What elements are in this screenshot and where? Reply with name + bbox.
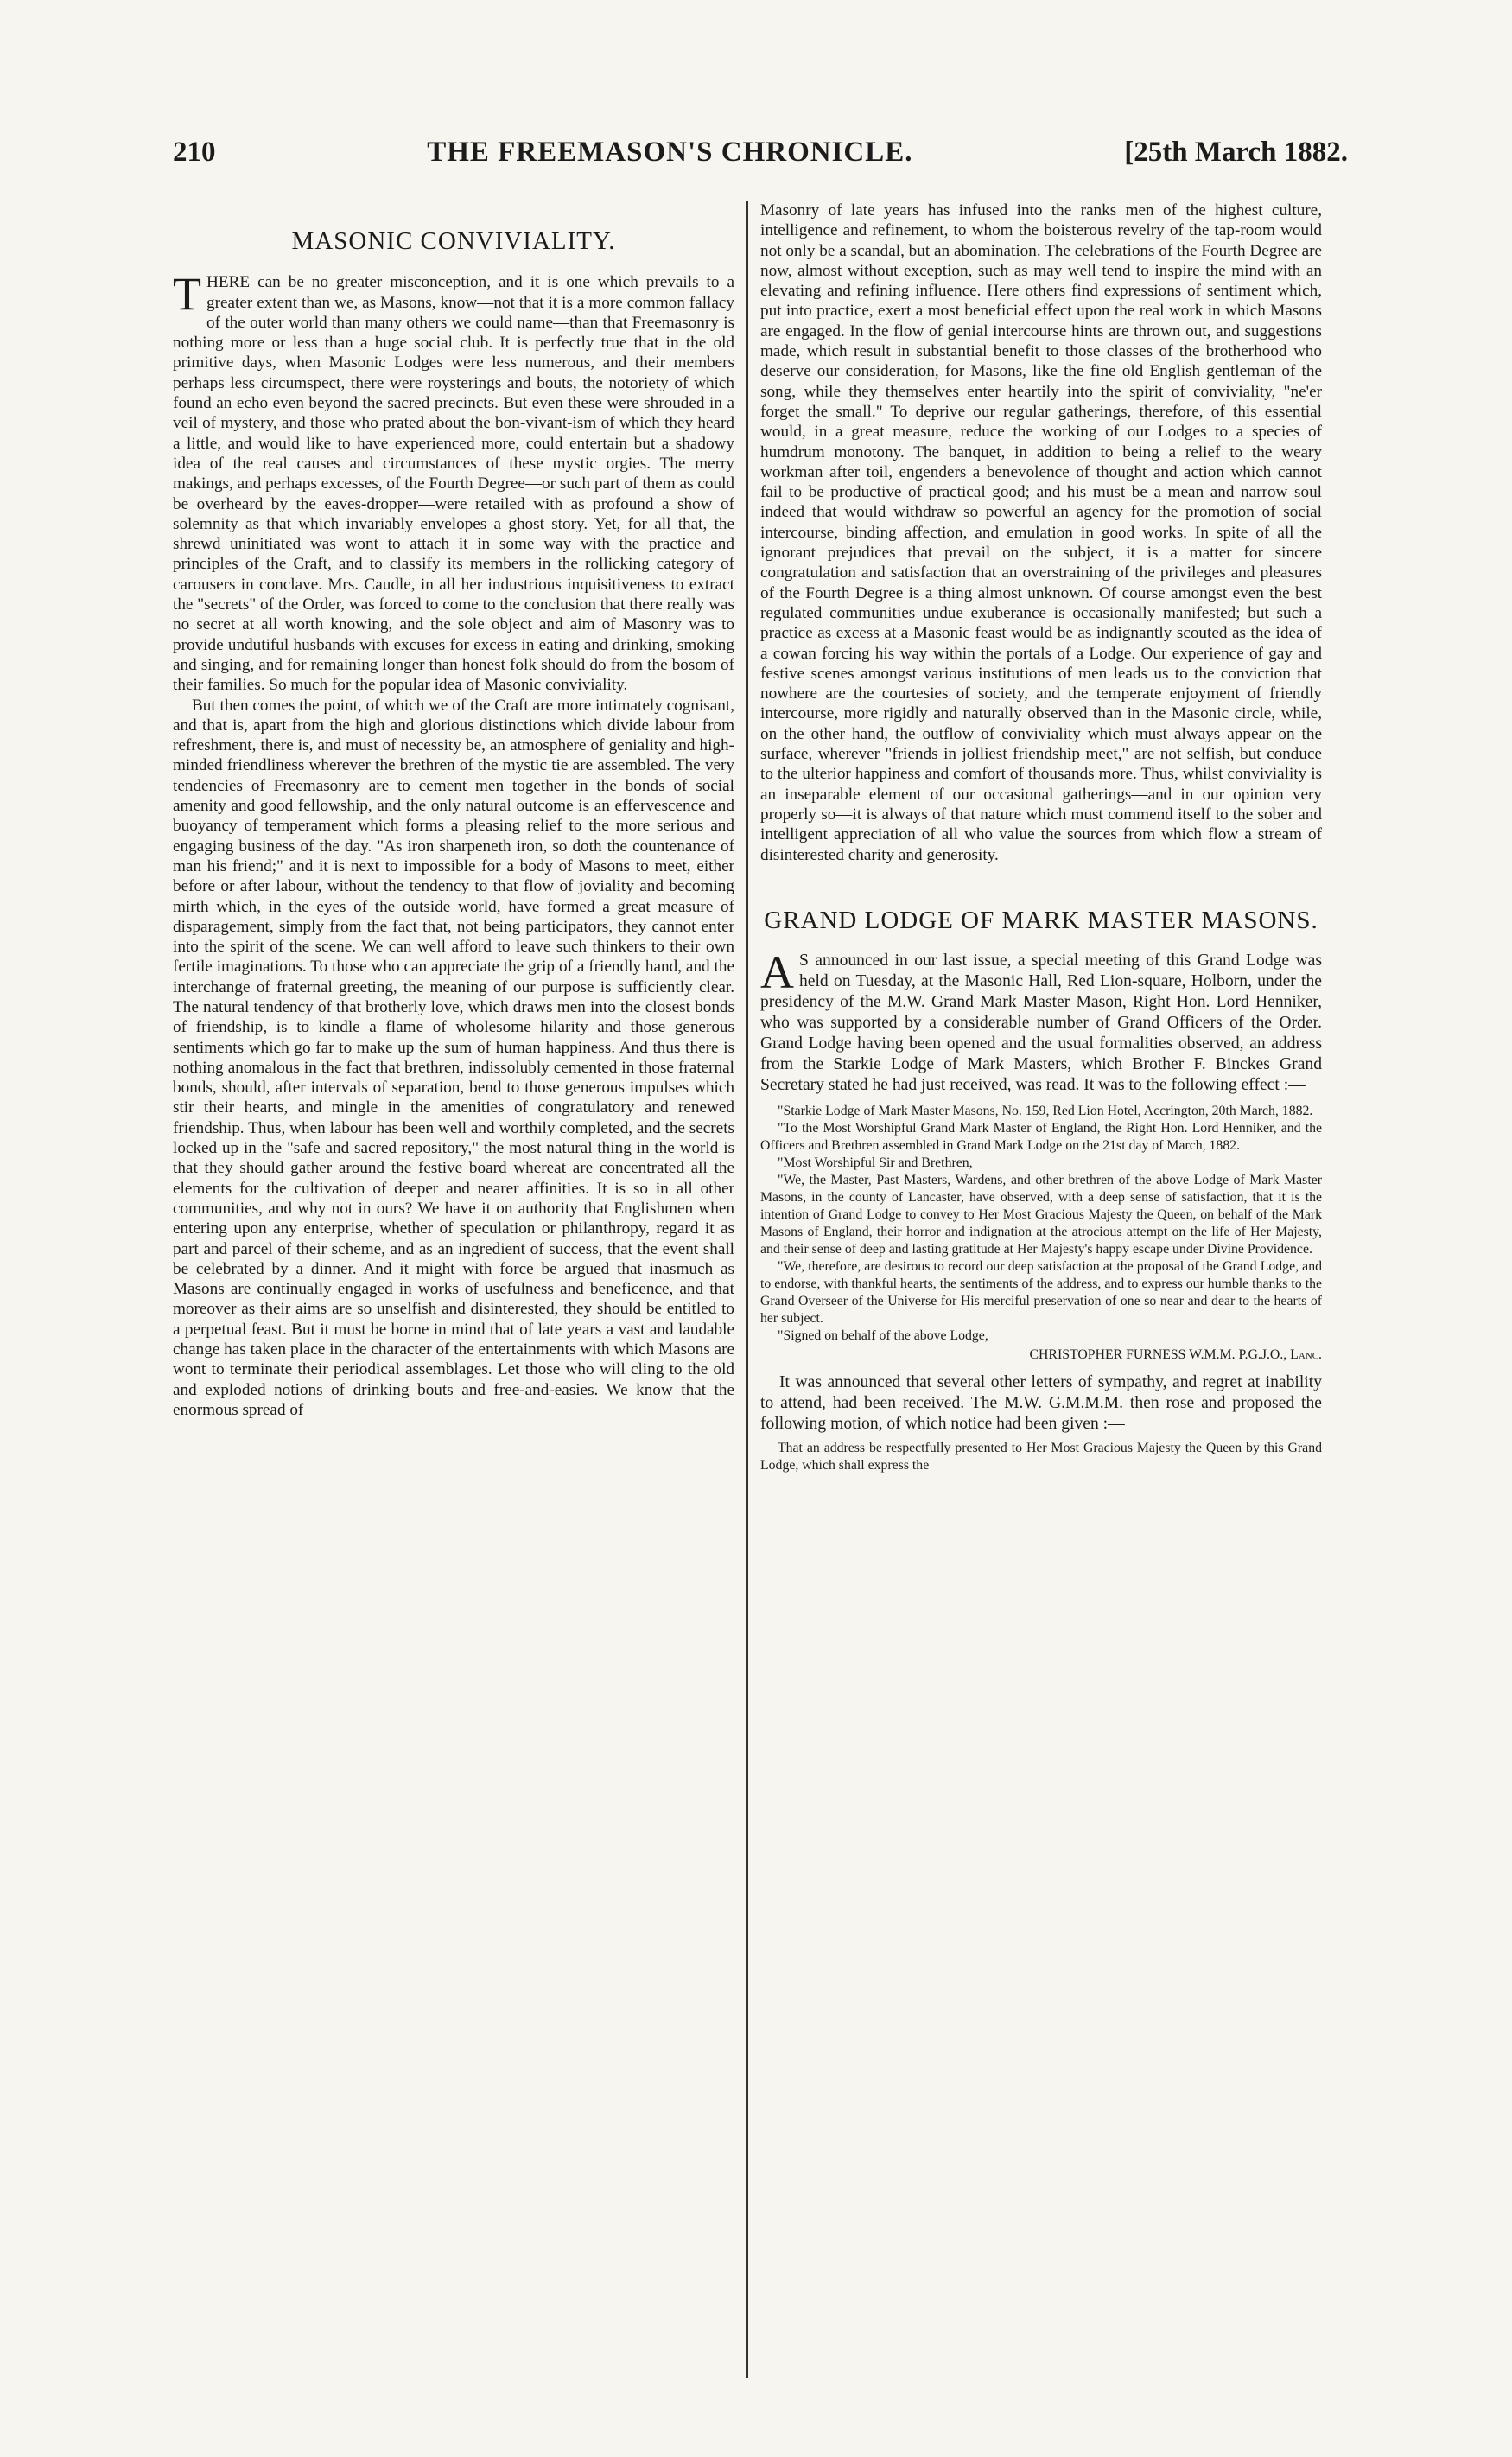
dropcap-a: A [760,945,794,998]
letter-signature: CHRISTOPHER FURNESS W.M.M. P.G.J.O., Lanc. [1029,1346,1322,1362]
letter-paragraph: "To the Most Worshipful Grand Mark Master of England, the Right Hon. Lord Henniker, and the Officers and Brethren assembled in Grand Mark Lodge on the 21st day of March, 1882. [760,1120,1322,1153]
article-title-grand-lodge: GRAND LODGE OF MARK MASTER MASONS. [764,906,1318,934]
right-column [760,201,1322,2378]
letter-paragraph: "Most Worshipful Sir and Brethren, [778,1155,973,1170]
issue-date: [25th March 1882. [1124,137,1348,168]
dropcap-t: T [173,268,201,321]
letter-paragraph: "We, therefore, are desirous to record our deep satisfaction at the proposal of the Grand Lodge, and to endorse, with thankful hearts, the sentiments of the address, and to express our humble thanks to the Grand Overseer of the Universe for His merciful preservation of one so near and dear to the hearts of her subject. [760,1258,1322,1326]
letter-paragraph: "Starkie Lodge of Mark Master Masons, No. 159, Red Lion Hotel, Accrington, 20th March, 1882. [778,1103,1313,1118]
page-number: 210 [173,137,216,168]
article1-paragraph-1: THERE can be no greater misconception, and it is one which prevails to a greater extent than we, as Masons, know—not that it is a more common fallacy of the outer world than many others we could name—than that Freemasonry is nothing more or less than a huge social club. It is perfectly true that in the old primitive days, when Masonic Lodges were less numerous, and their members perhaps less circumspect, there were roysterings and bouts, the notoriety of which found an echo even beyond the sacred precincts. But even these were shrouded in a veil of mystery, and those who prated about the bon-vivant-ism of which they heard a little, and would like to have experienced more, could entertain but a shadowy idea of the real causes and circumstances of these mystic orgies. The merry makings, and perhaps excesses, of the Fourth Degree—or such part of them as could be overheard by the eaves-dropper—were retailed with as profound a show of solemnity as that which invariably envelopes a ghost story. Yet, for all that, the shrewd uninitiated was wont to attach it in some way with the practice and principles of the Craft, and to classify its members in the rollicking category of carousers in conclave. Mrs. Caudle, in all her industrious inquisitiveness to extract the "secrets" of the Order, was forced to come to the conclusion that there really was no secret at all worth knowing, and the sole object and aim of Masonry was to provide undutiful husbands with excuses for excess in eating and drinking, smoking and singing, and for remaining longer than honest folk should do from the bosom of their families. So much for the popular idea of Masonic conviviality. [173,268,734,695]
publication-title: THE FREEMASON'S CHRONICLE. [427,137,913,168]
article1-paragraph-2: But then comes the point, of which we of the Craft are more intimately cognisant, and that is, apart from the high and glorious distinctions which divide labour from refreshment, there is, and must of necessity be, an atmosphere of geniality and high-minded friendliness wherever the brethren of the mystic tie are assembled. The very tendencies of Freemasonry are to cement men together in the bonds of social amenity and good fellowship, and the only natural outcome is an effervescence and buoyancy of temperament which forms a pleasing relief to the more serious and engaging business of the day. "As iron sharpeneth iron, so doth the countenance of man his friend;" and it is next to impossible for a body of Masons to meet, either before or after labour, without the tendency to that flow of joviality and becoming mirth which, in the eyes of the outside world, have formed a great measure of disparagement, simply from the fact that, not being participators, they cannot enter into the spirit of the scene. We can well afford to leave such thinkers to their own fertile imaginations. To those who can appreciate the grip of a friendly hand, and the interchange of fraternal greeting, the meaning of our purpose is sufficiently clear. The natural tendency of that brotherly love, which draws men into the closest bonds of friendship, is to kindle a flame of wholesome hilarity and those generous sentiments which go far to make up the sum of human happiness. And thus there is nothing anomalous in the fact that brethren, indissolubly cemented in those fraternal bonds, should, after intervals of separation, bend to those generous impulses which stir their hearts, and mingle in the amenities of congratulatory and renewed friendship. Thus, when labour has been well and worthily completed, and the secrets locked up in the "safe and sacred repository," the most natural thing in the world is that they should gather around the festive board whereat are concentrated all the elements for the cultivation of deeper and nearer affinities. It is so in all other communities, and why not in ours? We have it on authority that Englishmen when entering upon any enterprise, whether of speculation or philanthropy, regard it as part and parcel of their scheme, and as an ingredient of success, that the event shall be celebrated by a dinner. And it might with force be argued that inasmuch as Masons are continually engaged in works of usefulness and beneficence, and that moreover as their aims are so unselfish and disinterested, they should be entitled to a perpetual feast. But it must be borne in mind that of late years a vast and laudable change has taken place in the character of the entertainments with which Masons are wont to terminate their periodical assemblages. Let those who will cling to the old and exploded notions of drinking bouts and free-and-easies. We know that the enormous spread of [173,696,734,1419]
letter-block [760,1103,1322,1364]
article-title-masonic-conviviality: MASONIC CONVIVIALITY. [291,227,616,255]
letter-paragraph: "We, the Master, Past Masters, Wardens, and other brethren of the above Lodge of Mark Master Masons, in the county of Lancaster, have observed, with a deep sense of satisfaction, that it is the intention of Grand Lodge to convey to Her Most Gracious Majesty the Queen, on behalf of the Mark Masons of England, their horror and indignation at the atrocious attempt on the life of Her Majesty, and their sense of deep and lasting gratitude at Her Majesty's happy escape under Divine Providence. [760,1172,1322,1257]
motion-block [760,1440,1322,1474]
left-column [173,201,734,2378]
letter-paragraph: "Signed on behalf of the above Lodge, [778,1327,988,1343]
article1-continuation: Masonry of late years has infused into the ranks men of the highest culture, intelligence and refinement, to whom the boisterous revelry of the tap-room would not only be a scandal, but an abomination. The celebrations of the Fourth Degree are now, almost without exception, such as may well tend to inspire the mind with an elevating and refining influence. Here others find expressions of sentiment which, put into practice, exert a most beneficial effect upon the real work in which Masons are engaged. In the flow of genial intercourse hints are thrown out, and suggestions made, which result in substantial benefit to those classes of the brotherhood who deserve our consideration, for Masons, like the fine old English gentleman of the song, while they themselves enter heartily into the spirit of conviviality, "ne'er forget the small." To deprive our regular gatherings, therefore, of this essential would, in a great measure, reduce the working of our Lodges to a species of humdrum monotony. The banquet, in addition to being a relief to the weary workman after toil, engenders a benevolence of thought and action which cannot fail to be productive of practical good; and his must be a mean and narrow soul indeed that would withdraw so powerful an agency for the promotion of social intercourse, binding affection, and emulation in good works. In spite of all the ignorant prejudices that prevail on the subject, it is a matter for sincere congratulation and satisfaction that an overstraining of the privileges and pleasures of the Fourth Degree is a thing almost unknown. Of course amongst even the best regulated communities undue exuberance is occasionally manifested; but such a practice as excess at a Masonic feast would be as indignantly scouted as the idea of a cowan forcing his way within the portals of a Lodge. Our experience of gay and festive scenes amongst various institutions of men leads us to the conviction that nowhere are the courtesies of society, and the temperate enjoyment of friendly intercourse, more rigidly and naturally observed than in the Masonic circle, while, on the other hand, the outflow of conviviality which must always appear on the surface, wherever "friends in jolliest friendship meet," are not selfish, but conduce to the ulterior happiness and comfort of thousands more. Thus, whilst conviviality is an inseparable element of our occasional gatherings—and in our opinion very properly so—it is always of that nature which must commend itself to the sober and intelligent appreciation of all who value the sources from which flow a stream of disinterested charity and generosity. [760,201,1322,864]
article2-after: It was announced that several other letters of sympathy, and regret at inability to attend, had been received. The M.W. G.M.M.M. then rose and proposed the following motion, of which notice had been given :— [760,1372,1322,1433]
article2-intro: A S announced in our last issue, a special meeting of this Grand Lodge was held on Tuesday, at the Masonic Hall, Red Lion-square, Holborn, under the presidency of the M.W. Grand Mark Master Mason, Right Hon. Lord Henniker, who was supported by a considerable number of Grand Officers of the Order. Grand Lodge having been opened and the usual formalities observed, an address from the Starkie Lodge of Mark Masters, which Brother F. Binckes Grand Secretary stated he had just received, was read. It was to the following effect :— [760,945,1322,1094]
motion-text: That an address be respectfully presented to Her Most Gracious Majesty the Queen by this Grand Lodge, which shall express the [760,1440,1322,1473]
column-divider [746,201,748,2378]
page-header [173,137,1348,181]
